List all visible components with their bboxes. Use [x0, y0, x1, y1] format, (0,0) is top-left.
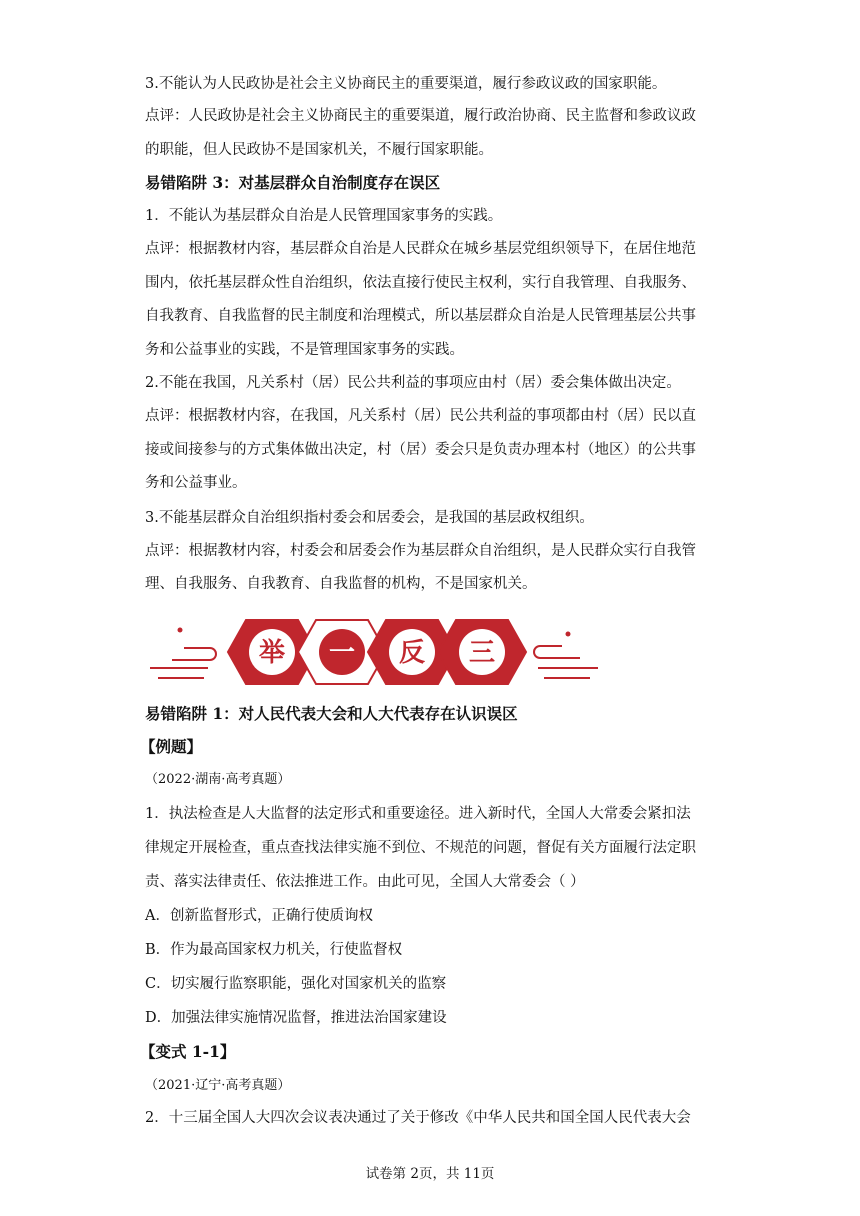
example-label: 【例题】 [140, 737, 203, 756]
option-c: C．切实履行监察职能，强化对国家机关的监察 [145, 976, 447, 992]
text-line: 3.不能认为人民政协是社会主义协商民主的重要渠道，履行参政议政的国家职能。 [145, 76, 667, 92]
section-heading: 易错陷阱 1：对人民代表大会和人大代表存在认识误区 [145, 704, 518, 723]
text-line: 点评：根据教材内容，村委会和居委会作为基层群众自治组织，是人民群众实行自我管 [145, 543, 696, 559]
text-line: 务和公益事业。 [145, 475, 247, 491]
page-footer: 试卷第 2页，共 11页 [365, 1166, 495, 1182]
text-line: 理、自我服务、自我教育、自我监督的机构，不是国家机关。 [145, 576, 537, 592]
option-d: D．加强法律实施情况监督，推进法治国家建设 [145, 1010, 447, 1026]
banner-ju-yi-fan-san [150, 616, 600, 688]
source-label: （2021·辽宁·高考真题） [145, 1078, 291, 1093]
text-line: 2.不能在我国，凡关系村（居）民公共利益的事项应由村（居）委会集体做出决定。 [145, 375, 681, 391]
text-line: 务和公益事业的实践，不是管理国家事务的实践。 [145, 342, 464, 358]
source-label: （2022·湖南·高考真题） [145, 772, 291, 787]
variant-label: 【变式 1-1】 [140, 1042, 236, 1061]
text-line: 3.不能基层群众自治组织指村委会和居委会，是我国的基层政权组织。 [145, 510, 594, 526]
text-line: 点评：人民政协是社会主义协商民主的重要渠道，履行政治协商、民主监督和参政议政 [145, 108, 696, 124]
question-line: 律规定开展检查，重点查找法律实施不到位、不规范的问题，督促有关方面履行法定职 [145, 840, 696, 856]
text-line: 点评：根据教材内容，基层群众自治是人民群众在城乡基层党组织领导下，在居住地范 [145, 241, 696, 257]
text-line: 点评：根据教材内容，在我国，凡关系村（居）民公共利益的事项都由村（居）民以直 [145, 408, 696, 424]
question-line: 1．执法检查是人大监督的法定形式和重要途径。进入新时代，全国人大常委会紧扣法 [145, 806, 691, 822]
text-line: 自我教育、自我监督的民主制度和治理模式，所以基层群众自治是人民管理基层公共事 [145, 308, 696, 324]
text-line: 的职能，但人民政协不是国家机关，不履行国家职能。 [145, 142, 493, 158]
question-line: 2．十三届全国人大四次会议表决通过了关于修改《中华人民共和国全国人民代表大会 [145, 1110, 691, 1126]
question-line: 责、落实法律责任、依法推进工作。由此可见，全国人大常委会（ ） [145, 874, 585, 890]
section-heading: 易错陷阱 3：对基层群众自治制度存在误区 [145, 173, 441, 192]
text-line: 接或间接参与的方式集体做出决定，村（居）委会只是负责办理本村（地区）的公共事 [145, 442, 696, 458]
option-a: A．创新监督形式，正确行使质询权 [145, 908, 373, 924]
option-b: B．作为最高国家权力机关，行使监督权 [145, 942, 403, 958]
text-line: 1．不能认为基层群众自治是人民管理国家事务的实践。 [145, 208, 503, 224]
banner-char: 举 [258, 638, 286, 668]
banner-char: 一 [328, 638, 356, 668]
banner-char: 反 [398, 638, 426, 668]
text-line: 围内，依托基层群众性自治组织，依法直接行使民主权利，实行自我管理、自我服务、 [145, 275, 696, 291]
banner-char: 三 [468, 638, 496, 668]
